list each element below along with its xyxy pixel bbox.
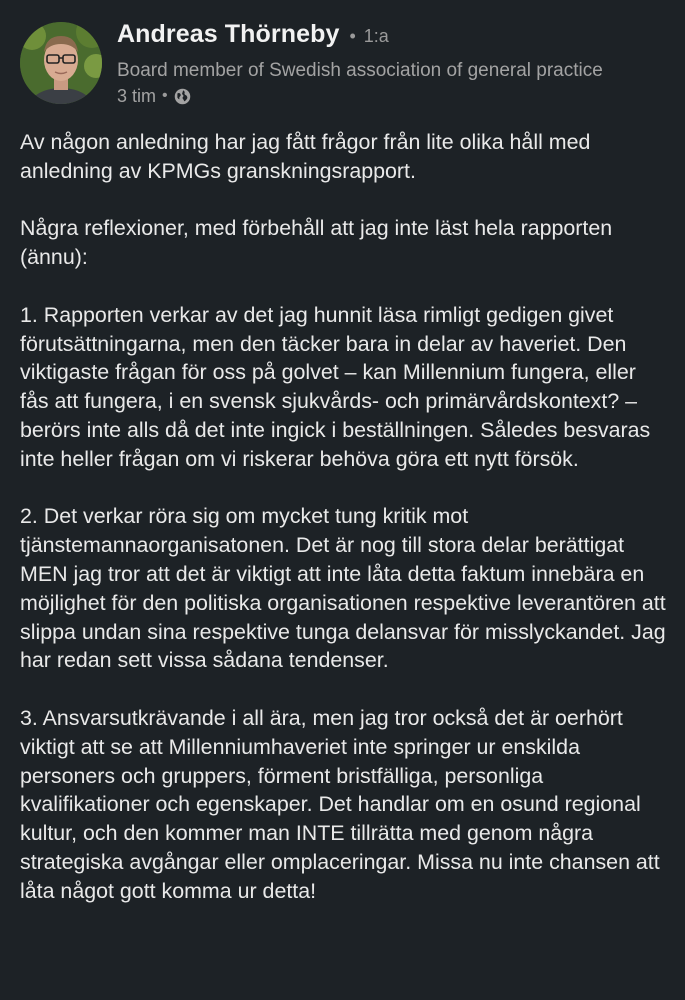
- name-row: [117, 20, 675, 58]
- post-paragraph-reflections: Några reflexioner, med förbehåll att jag inte läst hela rapporten (ännu):: [20, 216, 613, 270]
- post-paragraph-point-2: 2. Det verkar röra sig om mycket tung kritik mot tjänstemannaorganisatonen. Det är nog till stora delar berättigat MEN jag tror att det är viktigt att inte låta detta faktum innebära en möjlighet för den politiska organisationen respektive leverantören att slippa undan sina respektive tunga delansvar för misslyckandet. Jag har redan sett vissa sådana tendenser.: [20, 504, 666, 673]
- post-body: [20, 128, 670, 934]
- connection-degree: 1:a: [363, 26, 389, 46]
- post-time: 3 tim: [117, 86, 157, 106]
- author-photo: [20, 22, 102, 104]
- author-headline: Board member of Swedish association of general practice: [117, 60, 603, 81]
- separator-dot: •: [349, 26, 356, 46]
- author-name[interactable]: Andreas Thörneby: [117, 20, 340, 48]
- globe-icon: [174, 88, 191, 105]
- post-paragraph-point-3: 3. Ansvarsutkrävande i all ära, men jag tror också det är oerhört viktigt att se att Millenniumhaveriet inte springer ur enskilda personers och gruppers, förment bristfälliga, personliga kvalifikationer och egenskaper. Det handlar om en osund regional kultur, och den kommer man INTE tillrätta med genom några strategiska avgångar eller omplaceringar. Missa nu inte chansen att låta något gott komma ur detta!: [20, 705, 660, 903]
- post-paragraph-point-1: 1. Rapporten verkar av det jag hunnit läsa rimligt gedigen givet förutsättningarna, men den täcker bara in delar av haveriet. Den viktigaste frågan för oss på golvet – kan Millennium fungera, eller fås att fungera, i en svensk sjukvårds- och primärvårdskontext? – berörs inte alls då det inte ingick i beställningen. Således besvaras inte heller frågan om vi riskerar behöva göra ett nytt försök.: [20, 302, 651, 471]
- author-block: [117, 20, 675, 108]
- post-paragraph-intro: Av någon anledning har jag fått frågor från lite olika håll med anledning av KPMGs granskningsrapport.: [20, 130, 591, 183]
- post-header: [20, 20, 675, 110]
- avatar[interactable]: [20, 22, 102, 104]
- meta-separator-dot: •: [162, 87, 168, 104]
- post-meta: [117, 84, 675, 108]
